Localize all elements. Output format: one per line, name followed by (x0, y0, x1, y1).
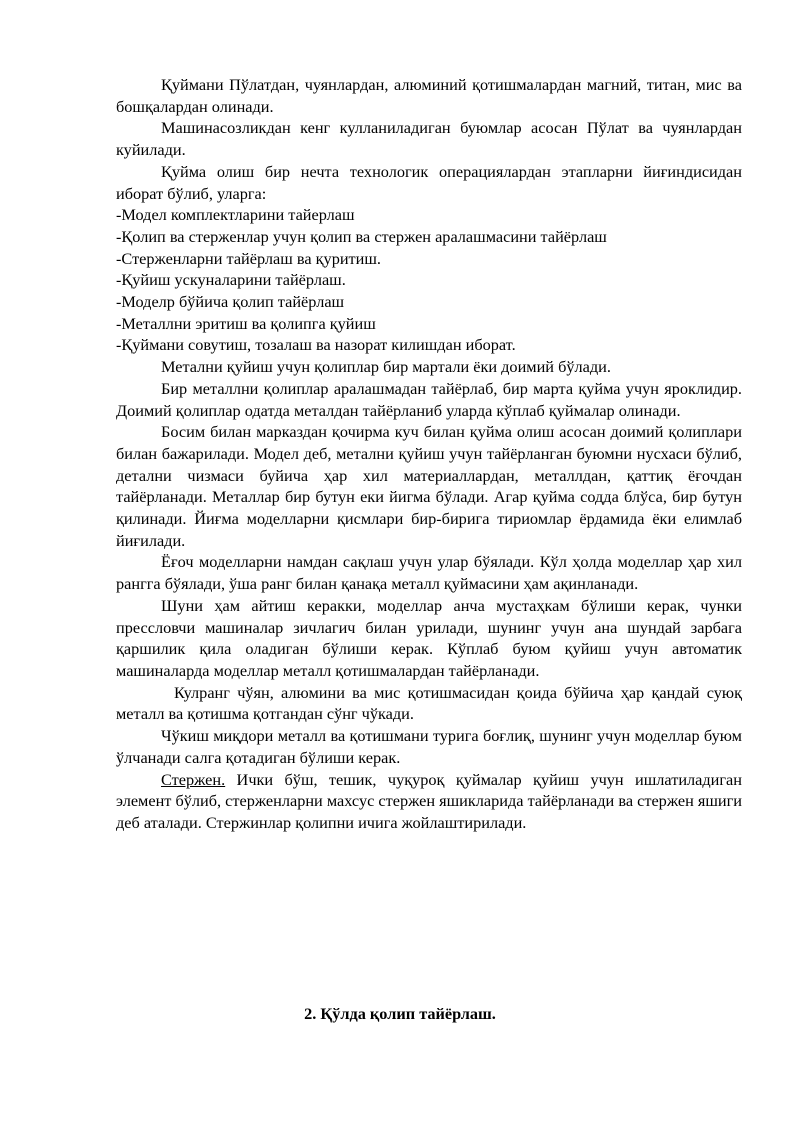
list-item: -Модел комплектларини тайерлаш (116, 205, 355, 225)
list-item: -Стерженларни тайёрлаш ва қуритиш. (116, 248, 381, 268)
document-body (116, 74, 742, 834)
paragraph-11 (116, 769, 742, 834)
paragraph-10: Чўкиш миқдори металл ва қотишмани турига боғлиқ, шунинг учун моделлар буюм ўлчанади салга қотадиган бўлиши керак. (116, 726, 742, 767)
paragraph-3: Қуйма олиш бир нечта технологик операциялардан этапларни йиғиндисидан иборат бўлиб, уларга: (116, 161, 742, 203)
list-item: -Металлни эритиш ва қолипга қуйиш (116, 313, 376, 333)
paragraph-4: Метални қуйиш учун қолиплар бир мартали ёки доимий бўлади. (161, 357, 611, 377)
paragraph-2: Машинасозликдан кенг кулланиладиган буюмлар асосан Пўлат ва чуянлардан куйилади. (116, 118, 742, 160)
list-item: -Қуйиш ускуналарини тайёрлаш. (116, 270, 346, 290)
paragraph-8: Шуни ҳам айтиш керакки, моделлар анча мустаҳкам бўлиши керак, чунки прессловчи машиналар зичлагич билан урилади, шунинг учун ана шундай зарбага қаршилик қила оладиган бўлиши керак. Кўплаб буюм қуйиш учун автоматик машиналарда моделлар металл қотишмалардан тайёрланади. (116, 595, 742, 680)
operations-list (116, 204, 742, 356)
paragraph-1: Қуймани Пўлатдан, чуянлардан, алюминий қотишмалардан магний, титан, мис ва бошқалардан олинади. (116, 75, 742, 116)
paragraph-9: Кулранг чўян, алюмини ва мис қотишмасидан қоида бўйича ҳар қандай суюқ металл ва қотишма қотгандан сўнг чўкади. (116, 682, 742, 724)
list-item: -Қуймани совутиш, тозалаш ва назорат килишдан иборат. (116, 335, 516, 355)
list-item: -Моделр бўйича қолип тайёрлаш (116, 292, 345, 312)
paragraph-11-text: Ички бўш, тешик, чуқуроқ қуймалар қуйиш учун ишлатиладиган элемент бўлиб, стерженларни махсус стержен яшикларида тайёрланади ва стержен яшиги деб аталади. Стержинлар қолипни ичига жойлаштирилади. (116, 769, 742, 832)
term-sterzhen: Стержен. (161, 769, 226, 789)
list-item: -Қолип ва стерженлар учун қолип ва стержен аралашмасини тайёрлаш (116, 226, 607, 246)
paragraph-5: Бир металлни қолиплар аралашмадан тайёрлаб, бир марта қуйма учун яроклидир. Доимий қолиплар одатда металдан тайёрланиб уларда кўплаб қуймалар олинади. (116, 378, 742, 420)
paragraph-6: Босим билан марказдан қочирма куч билан қуйма олиш асосан доимий қолиплари билан бажарилади. Модел деб, метални қуйиш учун тайёрланган буюмни нусхаси бўлиб, детални чизмаси буйича ҳар хил материаллардан, металлдан, қаттиқ ёғочдан тайёрланади. Металлар бир бутун еки йигма бўлади. Агар қуйма содда блўса, бир бутун қилинади. Йиғма моделларни қисмлари бир-бирига тириомлар ёрдамида ёки елимлаб йиғилади. (116, 422, 742, 550)
paragraph-7: Ёғоч моделларни намдан сақлаш учун улар бўялади. Кўл ҳолда моделлар ҳар хил рангга бўялади, ўша ранг билан қанақа металл қуймасини ҳам ақинланади. (116, 552, 742, 594)
section-heading: 2. Қўлда қолип тайёрлаш. (304, 1004, 496, 1023)
